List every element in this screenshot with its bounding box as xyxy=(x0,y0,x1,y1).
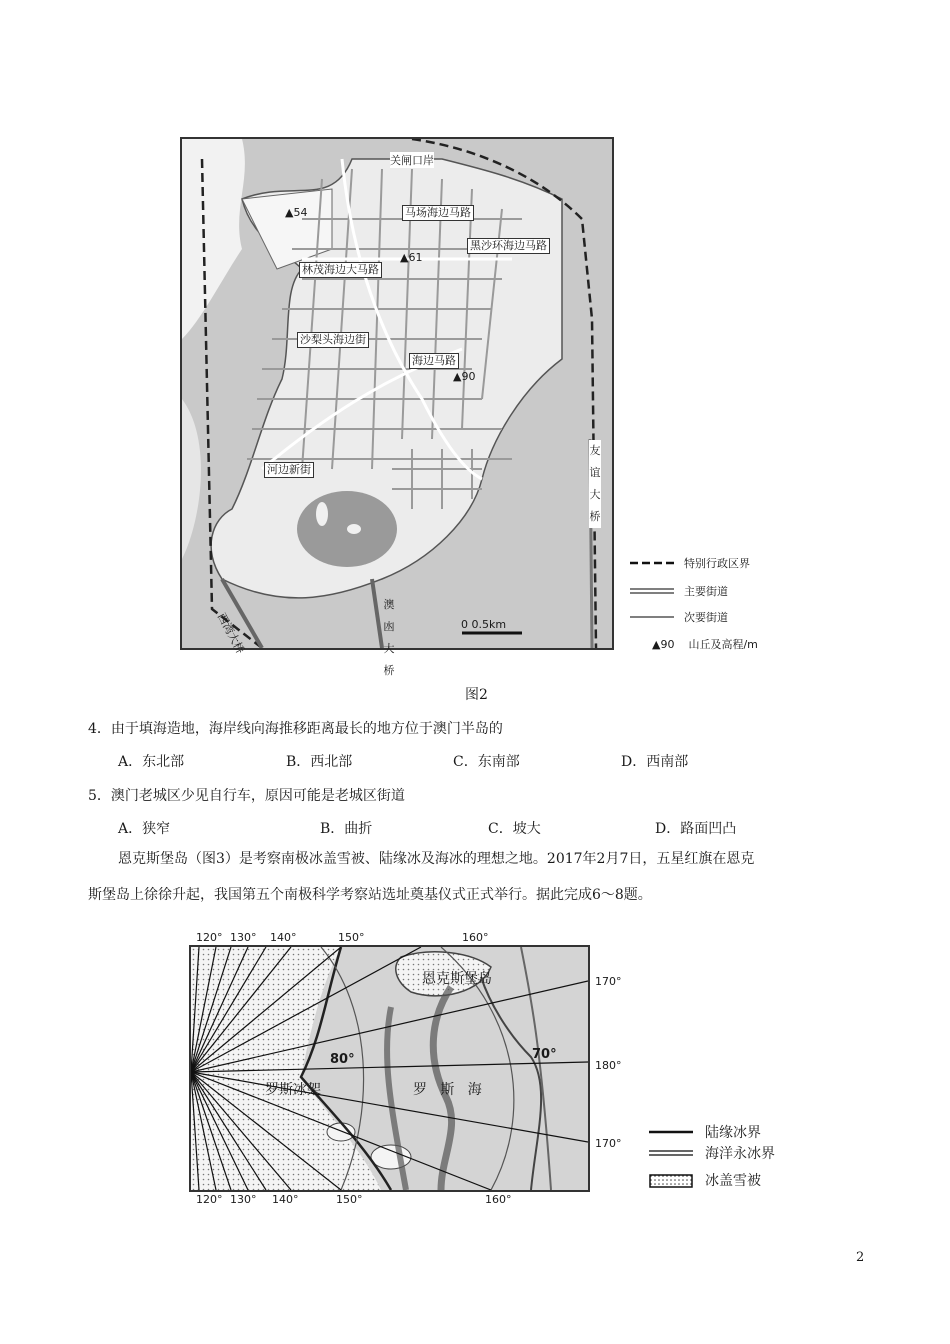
macau-map-drawing xyxy=(182,139,612,648)
triangle-mark-icon: ▲90 xyxy=(652,637,675,651)
ross-sea-map xyxy=(189,945,590,1192)
question-4-option-a: A．东北部 xyxy=(118,754,185,770)
question-4-stem: 4．由于填海造地，海岸线向海推移距离最长的地方位于澳门半岛的 xyxy=(88,721,503,737)
hill-61-label: ▲61 xyxy=(400,251,423,264)
bottom-degree-130: 130° xyxy=(230,1193,257,1206)
bottom-degree-140: 140° xyxy=(272,1193,299,1206)
question-4-option-d: D．西南部 xyxy=(621,754,689,770)
intro-line-1: 恩克斯堡岛（图3）是考察南极冰盖雪被、陆缘冰及海冰的理想之地。2017年2月7日，五星红旗在恩克 xyxy=(118,851,755,867)
question-4-option-c: C．东南部 xyxy=(453,754,520,770)
question-5-option-d: D．路面凹凸 xyxy=(655,821,737,837)
right-degree-170-bottom: 170° xyxy=(595,1137,622,1150)
road-label-mcmh: 马场海边马路 xyxy=(402,205,474,221)
youyi-bridge-label: 友谊大桥 xyxy=(589,440,601,528)
bottom-degree-120: 120° xyxy=(196,1193,223,1206)
right-degree-180: 180° xyxy=(595,1059,622,1072)
single-line-icon xyxy=(630,612,674,622)
question-5-stem: 5．澳门老城区少见自行车，原因可能是老城区街道 xyxy=(88,788,405,804)
legend-label: 特别行政区界 xyxy=(684,557,750,570)
top-degree-150: 150° xyxy=(338,931,365,944)
ross-sea-drawing xyxy=(191,947,588,1190)
intro-line-2: 斯堡岛上徐徐升起，我国第五个南极科学考察站选址奠基仪式正式举行。据此完成6～8题。 xyxy=(88,887,652,903)
top-degree-130: 130° xyxy=(230,931,257,944)
top-degree-160: 160° xyxy=(462,931,489,944)
dotted-box-icon xyxy=(649,1174,693,1186)
xiwan-bridge-label: 西湾大桥 xyxy=(214,610,247,656)
ross-ice-shelf-label: 罗斯冰架 xyxy=(265,1082,321,1098)
double-line-icon xyxy=(649,1147,693,1159)
road-label-sltb: 沙梨头海边街 xyxy=(297,332,369,348)
road-label-hbxj: 河边新街 xyxy=(264,462,314,478)
top-degree-120: 120° xyxy=(196,931,223,944)
double-line-icon xyxy=(630,586,674,596)
road-label-lmhb: 林茂海边大马路 xyxy=(299,262,382,278)
legend-label: 主要街道 xyxy=(684,585,728,598)
question-4-option-b: B．西北部 xyxy=(286,754,353,770)
road-label-hbml: 海边马路 xyxy=(409,353,459,369)
hill-54-label: ▲54 xyxy=(285,206,308,219)
aoda-bridge-label: 澳凼大桥 xyxy=(383,598,395,677)
legend-permanent-sea-ice-boundary xyxy=(649,1143,775,1163)
hill-90-label: ▲90 xyxy=(453,370,476,383)
right-degree-170-top: 170° xyxy=(595,975,622,988)
scale-bar-label: 0 0.5km xyxy=(461,618,507,631)
top-degree-140: 140° xyxy=(270,931,297,944)
latitude-70-label: 70° xyxy=(532,1047,557,1062)
road-label-hshb: 黑沙环海边马路 xyxy=(467,238,550,254)
dashed-boundary-line-icon xyxy=(630,558,674,568)
macau-map xyxy=(180,137,614,650)
legend-sar-boundary xyxy=(630,555,750,571)
figure-2-caption: 图2 xyxy=(465,687,488,703)
gate-label: 关闸口岸 xyxy=(390,154,434,167)
page-number: 2 xyxy=(856,1250,865,1265)
question-5-option-c: C．坡大 xyxy=(488,821,541,837)
bottom-degree-150: 150° xyxy=(336,1193,363,1206)
legend-label: 陆缘冰界 xyxy=(705,1125,761,1141)
question-5-option-a: A．狭窄 xyxy=(118,821,171,837)
legend-label: 次要街道 xyxy=(684,611,728,624)
latitude-80-label: 80° xyxy=(330,1052,355,1067)
ross-sea-label: 罗 斯 海 xyxy=(413,1082,482,1098)
thick-line-icon xyxy=(649,1126,693,1138)
legend-continental-ice-boundary xyxy=(649,1122,761,1142)
legend-main-street xyxy=(630,583,728,599)
legend-ice-snow-cover xyxy=(649,1170,761,1190)
island-label: 恩克斯堡岛 xyxy=(422,971,492,987)
question-5-option-b: B．曲折 xyxy=(320,821,373,837)
legend-label: 冰盖雪被 xyxy=(705,1173,761,1189)
bottom-degree-160: 160° xyxy=(485,1193,512,1206)
legend-minor-street xyxy=(630,609,728,625)
legend-hill xyxy=(652,636,758,652)
legend-label: 海洋永冰界 xyxy=(705,1146,775,1162)
legend-label: 山丘及高程/m xyxy=(688,638,758,651)
